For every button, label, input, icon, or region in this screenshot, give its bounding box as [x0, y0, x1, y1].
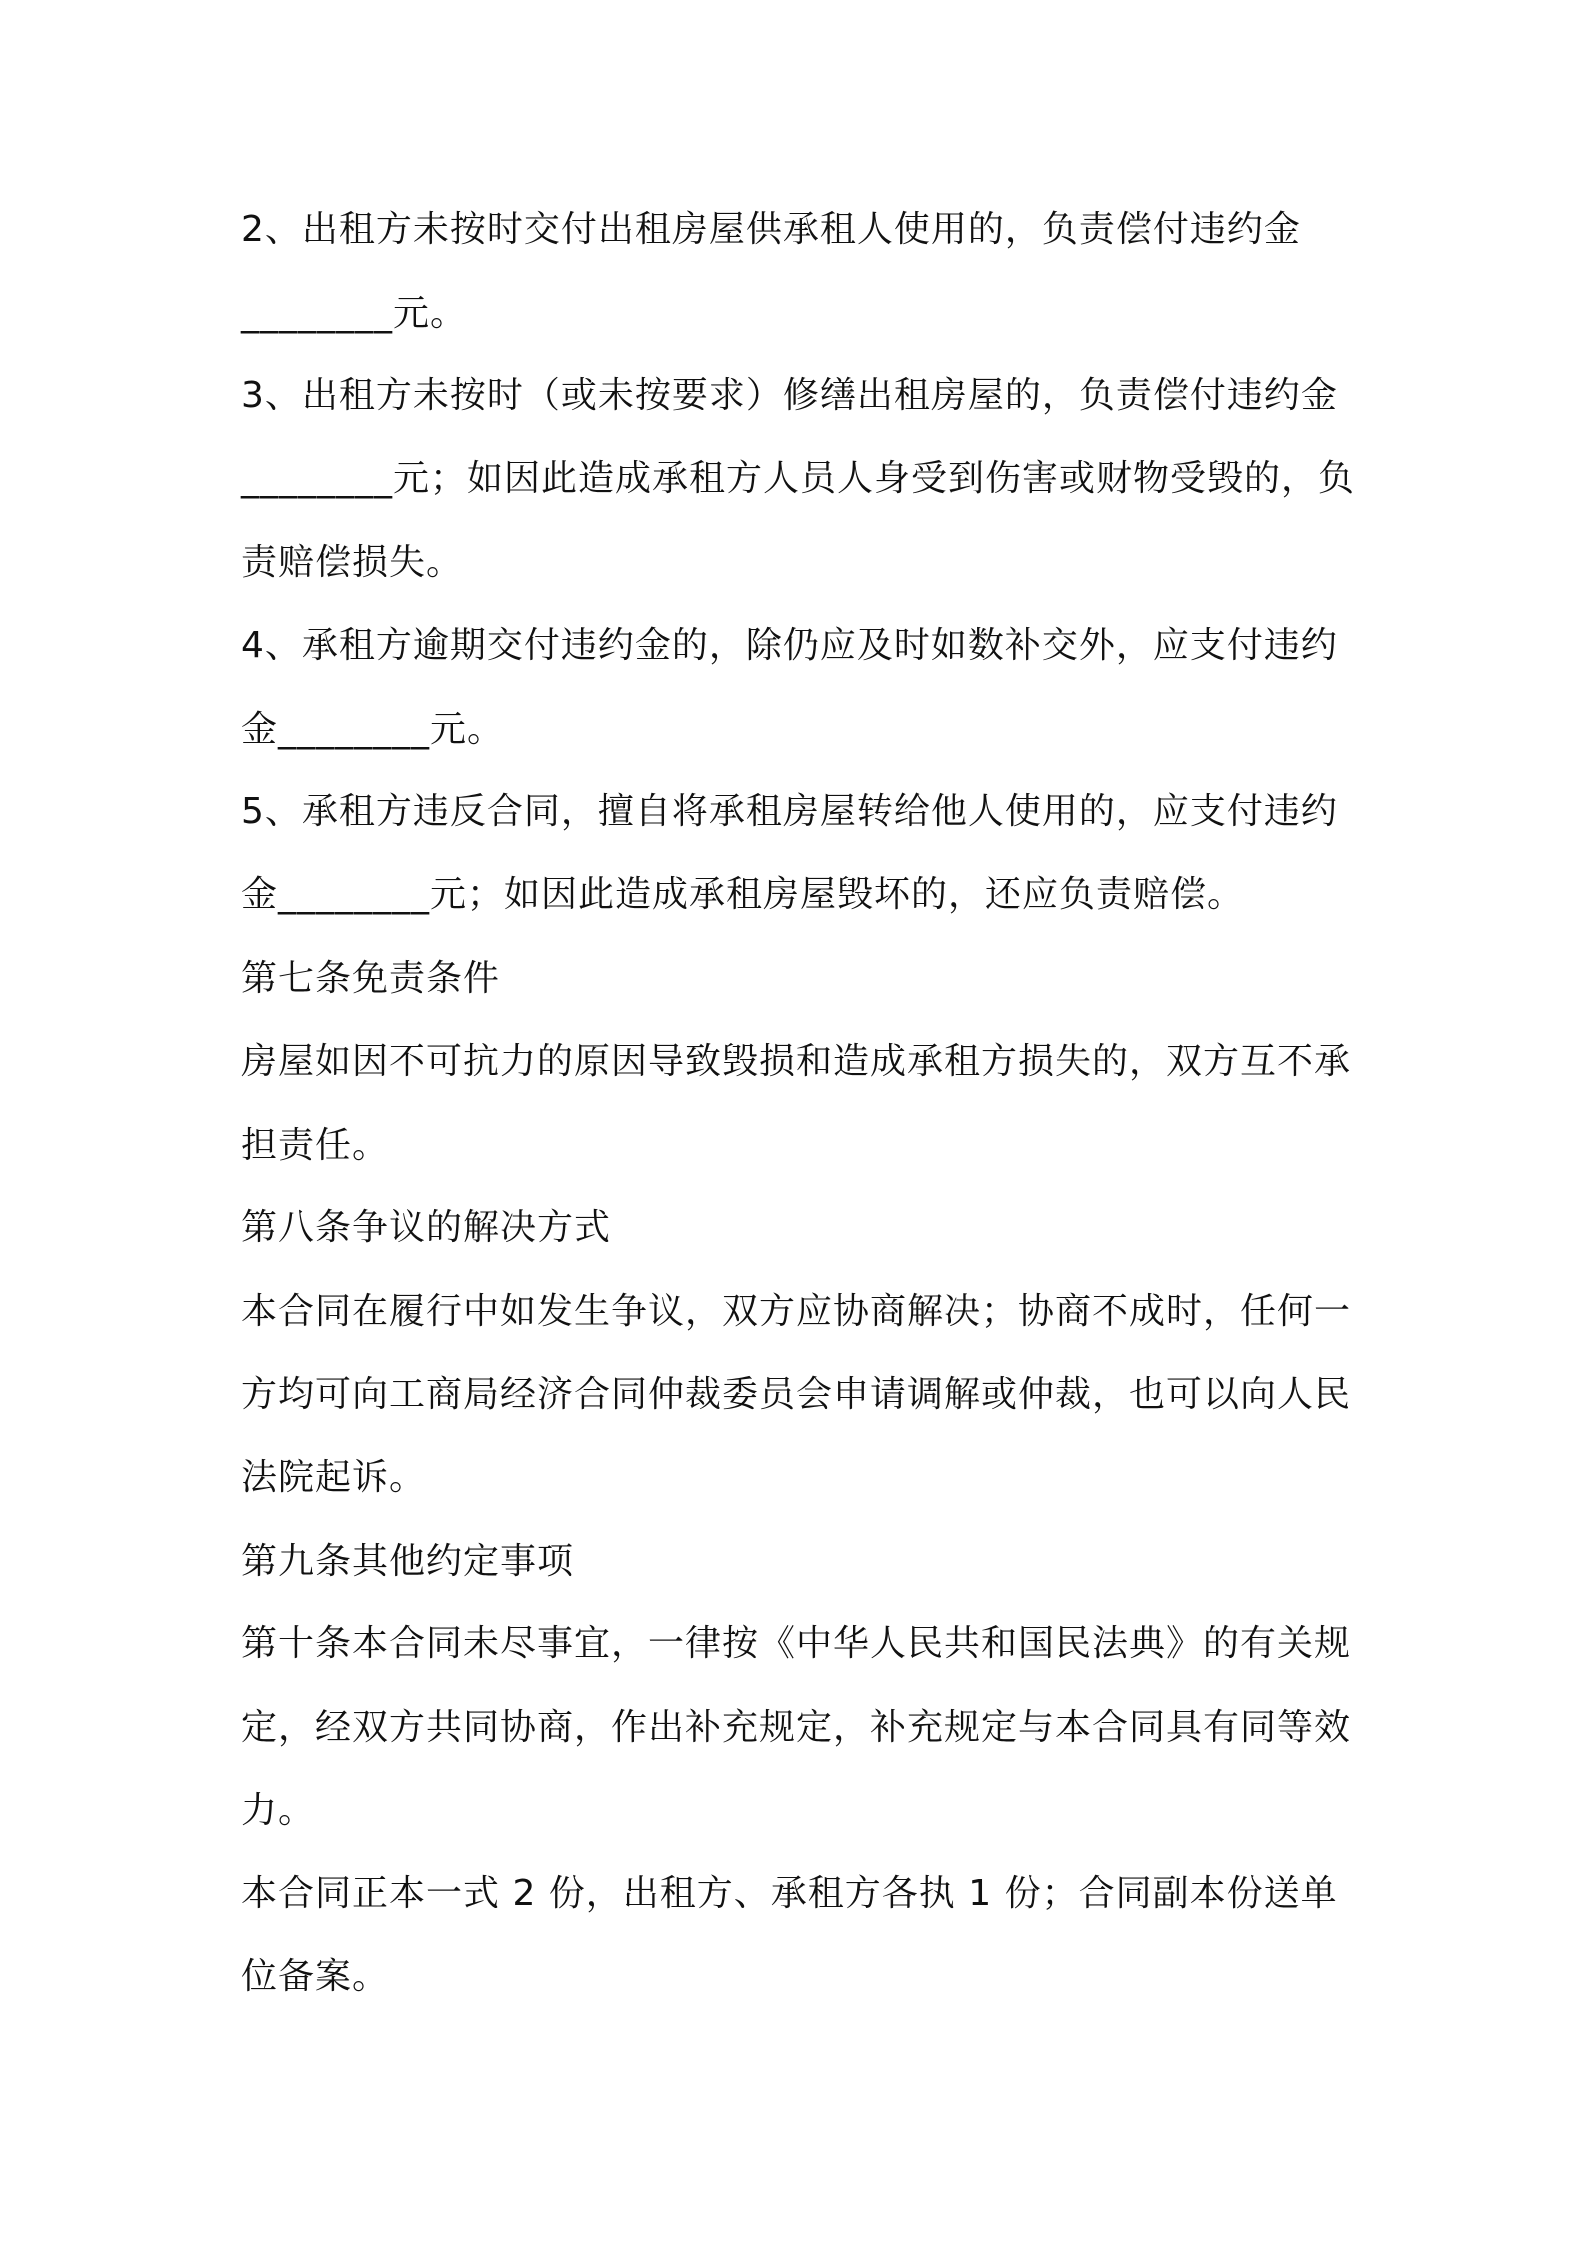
clause-5-line-1: 5、承租方违反合同，擅自将承租房屋转给他人使用的，应支付违约 — [241, 791, 1338, 832]
clause-3-line-3: 责赔偿损失。 — [241, 542, 464, 583]
clause-4-line-1: 4、承租方逾期交付违约金的，除仍应及时如数补交外，应支付违约 — [241, 625, 1338, 666]
clause-3-line-2: ________元；如因此造成承租方人员人身受到伤害或财物受毁的，负 — [241, 458, 1356, 499]
clause-4-line-2: 金________元。 — [241, 709, 505, 750]
clause-2-line-2: ________元。 — [241, 293, 468, 334]
copies-line-2: 位备案。 — [241, 1956, 390, 1997]
copies-line-1: 本合同正本一式 2 份，出租方、承租方各执 1 份；合同副本份送单 — [241, 1873, 1338, 1914]
article-8-line-1: 本合同在履行中如发生争议，双方应协商解决；协商不成时，任何一 — [241, 1291, 1352, 1332]
article-10-line-2: 定，经双方共同协商，作出补充规定，补充规定与本合同具有同等效 — [241, 1707, 1352, 1748]
article-10-line-3: 力。 — [241, 1790, 316, 1831]
clause-2-line-1: 2、出租方未按时交付出租房屋供承租人使用的，负责偿付违约金 — [241, 209, 1301, 250]
article-8-line-3: 法院起诉。 — [241, 1457, 427, 1498]
clause-5-line-2: 金________元；如因此造成承租房屋毁坏的，还应负责赔偿。 — [241, 874, 1245, 915]
article-8-line-2: 方均可向工商局经济合同仲裁委员会申请调解或仲裁，也可以向人民 — [241, 1374, 1352, 1415]
clause-3-line-1: 3、出租方未按时（或未按要求）修缮出租房屋的，负责偿付违约金 — [241, 375, 1338, 416]
article-10-line-1: 第十条本合同未尽事宜，一律按《中华人民共和国民法典》的有关规 — [241, 1623, 1352, 1664]
article-7-line-1: 房屋如因不可抗力的原因导致毁损和造成承租方损失的，双方互不承 — [241, 1041, 1352, 1082]
article-7-line-2: 担责任。 — [241, 1125, 390, 1166]
article-8-heading: 第八条争议的解决方式 — [241, 1207, 612, 1248]
article-7-heading: 第七条免责条件 — [241, 958, 501, 999]
article-9-heading: 第九条其他约定事项 — [241, 1541, 575, 1582]
